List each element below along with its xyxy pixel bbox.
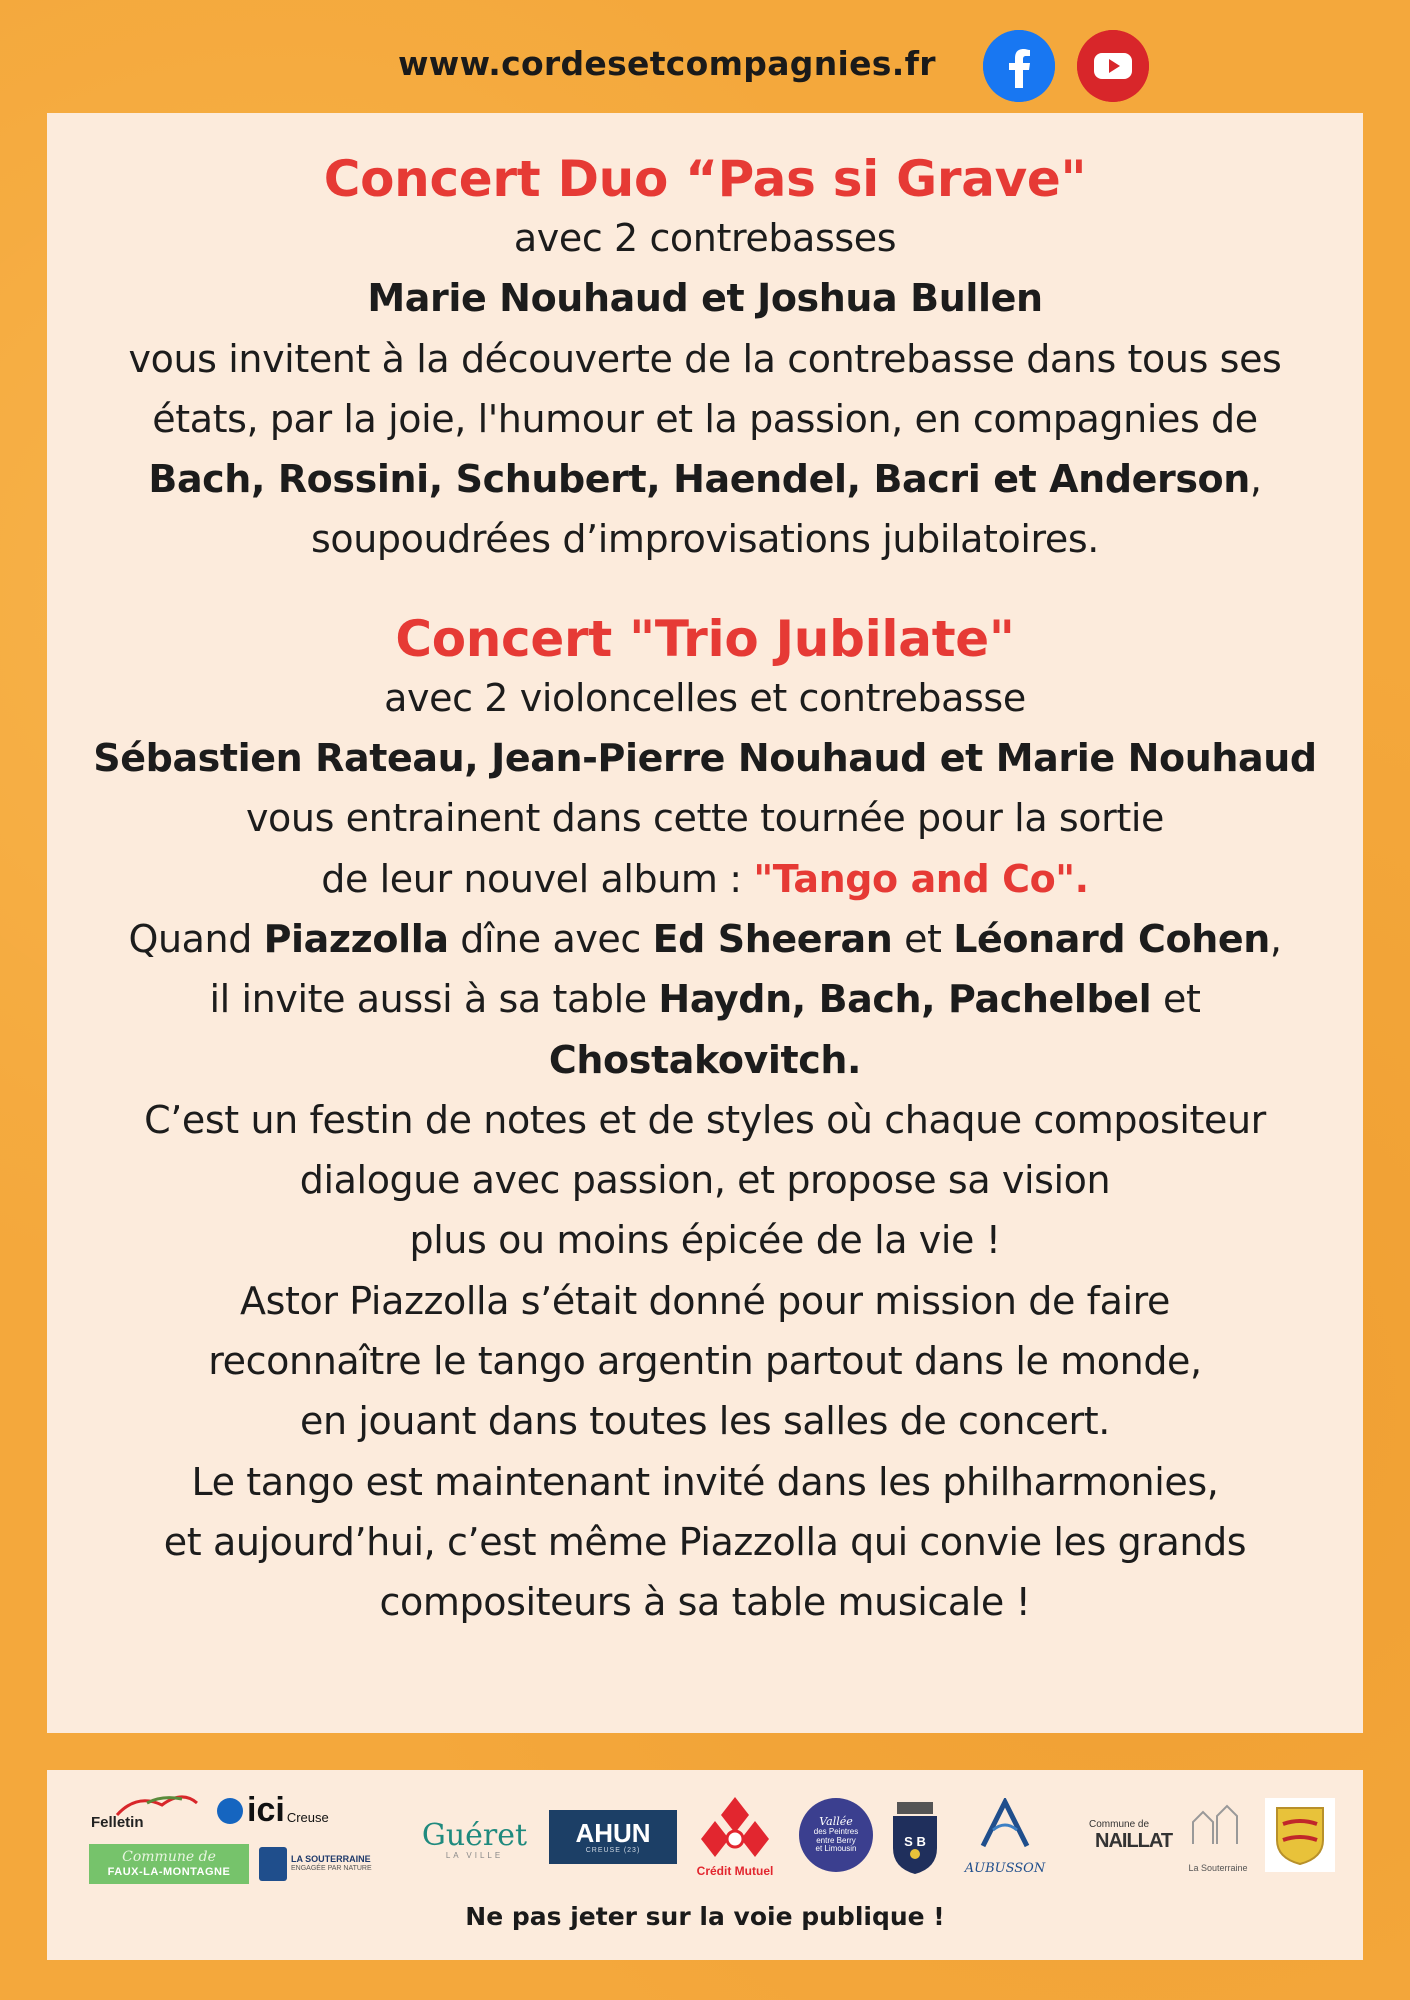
souterraine2-label: La Souterraine <box>1188 1863 1248 1874</box>
faux-la-montagne-logo <box>89 1844 249 1884</box>
facebook-icon[interactable] <box>983 30 1055 102</box>
text: dîne avec <box>448 916 653 961</box>
concert2-paragraph-line: compositeurs à sa table musicale ! <box>379 1580 1031 1625</box>
concert2-performers: Sébastien Rateau, Jean-Pierre Nouhaud et Marie Nouhaud <box>93 736 1317 781</box>
creuse-crest-logo <box>1265 1798 1335 1872</box>
concert2-paragraph-line: dialogue avec passion, et propose sa vision <box>299 1158 1111 1203</box>
aubusson-label: AUBUSSON <box>964 1860 1046 1876</box>
aubusson-logo <box>957 1796 1053 1876</box>
concert1-desc-line4: soupoudrées d’improvisations jubilatoires. <box>311 517 1099 562</box>
concert2-paragraph-line: reconnaître le tango argentin partout dans le monde, <box>208 1339 1202 1384</box>
artist-ed-sheeran: Ed Sheeran <box>652 916 893 961</box>
text: il invite aussi à sa table <box>209 977 659 1022</box>
vallee-label: entre Berry <box>816 1835 856 1845</box>
sb-crest-logo <box>887 1800 943 1876</box>
artist-leonard-cohen: Léonard Cohen <box>953 916 1270 961</box>
credit-mutuel-emblem-icon <box>695 1793 775 1865</box>
concert2-line5: Chostakovitch. <box>548 1037 862 1082</box>
concert2-line3 <box>47 909 1363 969</box>
sponsor-logos-panel <box>47 1770 1363 1960</box>
composer-piazzolla: Piazzolla <box>263 916 449 961</box>
aubusson-emblem-icon <box>975 1798 1035 1848</box>
concert1-desc-line2: états, par la joie, l'humour et la passion, en compagnies de <box>152 396 1258 441</box>
felletin-label: Felletin <box>91 1814 144 1831</box>
faux-label-top: Commune de <box>122 1849 216 1866</box>
concert1-composers: Bach, Rossini, Schubert, Haendel, Bacri et Anderson <box>148 457 1250 502</box>
text: et <box>892 916 954 961</box>
faux-label-bottom: FAUX-LA-MONTAGNE <box>107 1865 231 1878</box>
concert2-album-line <box>47 849 1363 909</box>
la-souterraine-town-logo <box>1174 1798 1262 1874</box>
sb-label: S B <box>904 1833 926 1849</box>
gueret-logo <box>407 1810 542 1870</box>
concert2-paragraph-line: Astor Piazzolla s’était donné pour mission de faire <box>239 1278 1171 1323</box>
naillat-label: NAILLAT <box>1095 1829 1173 1852</box>
concert2-line1: vous entrainent dans cette tournée pour la sortie <box>245 796 1165 841</box>
vallee-label: des Peintres <box>813 1826 859 1836</box>
concert1-composers-line <box>47 449 1363 509</box>
concert2-paragraph-line: plus ou moins épicée de la vie ! <box>409 1218 1001 1263</box>
concert2-paragraph-line: et aujourd’hui, c’est même Piazzolla qui convie les grands <box>163 1519 1247 1564</box>
ahun-sub-label: CREUSE (23) <box>585 1847 641 1855</box>
vallee-des-peintres-logo <box>799 1798 873 1872</box>
vallee-label: Vallée <box>819 1814 853 1828</box>
concert2-line4 <box>47 969 1363 1029</box>
naillat-label-top: Commune de <box>1089 1818 1150 1830</box>
gueret-sub-label: LA VILLE <box>445 1851 504 1861</box>
vallee-label: et Limousin <box>815 1844 857 1854</box>
building-icon <box>259 1847 287 1881</box>
program-panel <box>47 113 1363 1733</box>
souterraine-sub-label: ENGAGÉE PAR NATURE <box>291 1865 372 1873</box>
concert2-title: Concert "Trio Jubilate" <box>395 609 1015 668</box>
concert1-subtitle: avec 2 contrebasses <box>513 216 897 260</box>
concert2-subtitle: avec 2 violoncelles et contrebasse <box>384 675 1026 720</box>
creuse-crest-icon <box>1273 1804 1327 1866</box>
souterraine-label: LA SOUTERRAINE <box>291 1854 371 1865</box>
ahun-logo <box>549 1810 677 1864</box>
youtube-icon[interactable] <box>1077 30 1149 102</box>
album-title: "Tango and Co". <box>753 856 1089 901</box>
credit-mutuel-label: Crédit Mutuel <box>696 1864 774 1879</box>
concert2-paragraph-line: en jouant dans toutes les salles de concert. <box>300 1399 1110 1444</box>
ici-sub-label: Creuse <box>286 1809 329 1825</box>
composers-list: Haydn, Bach, Pachelbel <box>658 977 1152 1022</box>
concert2-paragraph-line: Le tango est maintenant invité dans les philharmonies, <box>191 1459 1219 1504</box>
concert2-paragraph-line: C’est un festin de notes et de styles où chaque compositeur <box>144 1097 1266 1142</box>
website-link[interactable]: www.cordesetcompagnies.fr <box>398 44 936 83</box>
concert1-performers: Marie Nouhaud et Joshua Bullen <box>367 276 1043 321</box>
text: Quand <box>128 916 264 961</box>
ici-label: ici <box>247 1791 285 1830</box>
felletin-logo <box>87 1785 205 1837</box>
do-not-litter-notice: Ne pas jeter sur la voie publique ! <box>465 1902 945 1931</box>
album-intro: de leur nouvel album : <box>321 856 754 901</box>
header-bar <box>0 30 1410 110</box>
church-icon <box>1183 1802 1253 1846</box>
naillat-logo <box>1067 1800 1173 1870</box>
concert1-title: Concert Duo “Pas si Grave" <box>323 150 1087 208</box>
credit-mutuel-logo <box>687 1788 783 1884</box>
text: et <box>1151 977 1201 1022</box>
punctuation: , <box>1249 457 1262 502</box>
ici-dot-icon <box>217 1798 243 1824</box>
la-souterraine-logo <box>259 1842 387 1886</box>
ici-creuse-logo <box>217 1790 357 1832</box>
gueret-label: Guéret <box>421 1818 528 1854</box>
punctuation: , <box>1269 916 1282 961</box>
ahun-label: AHUN <box>575 1817 651 1848</box>
concert1-desc-line1: vous invitent à la découverte de la contrebasse dans tous ses <box>128 336 1282 381</box>
